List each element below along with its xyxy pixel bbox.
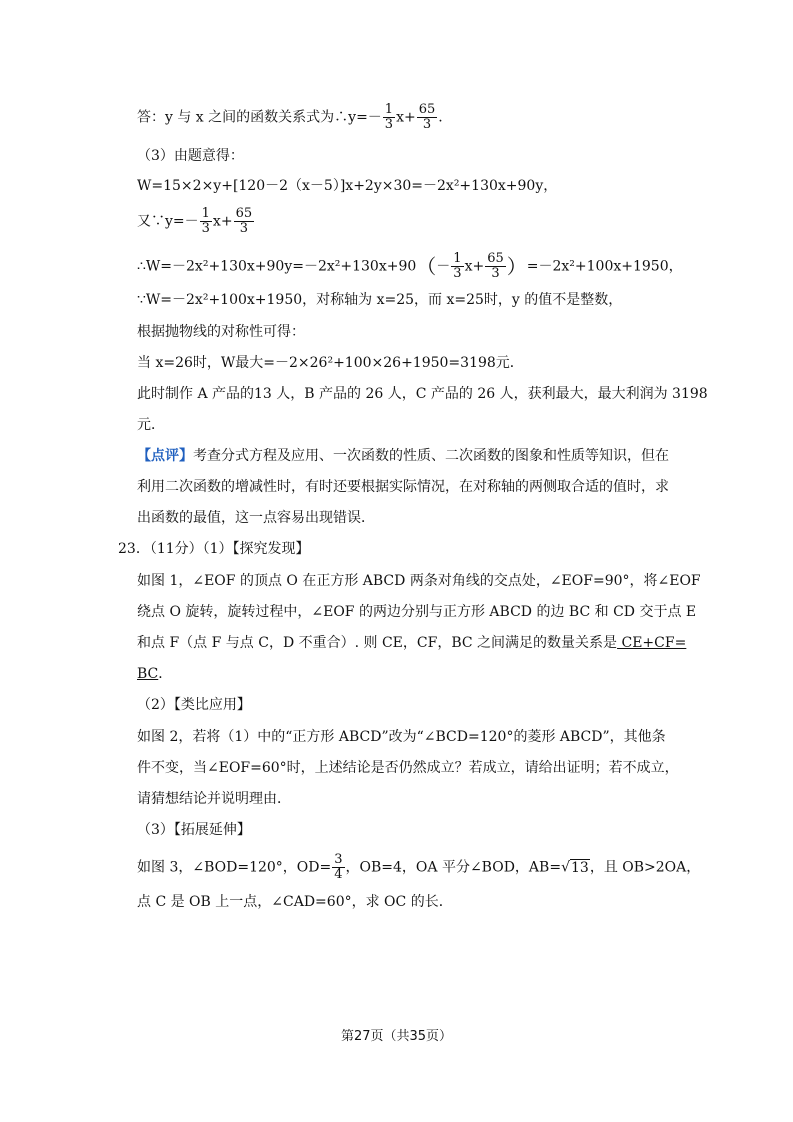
paragraph-line: 件不变，当∠EOF=60°时，上述结论是否仍然成立？若成立，请给出证明；若不成立， — [137, 760, 679, 776]
numerator: 65 — [235, 206, 253, 221]
paragraph-line: 此时制作 A 产品的13 人，B 产品的 26 人，C 产品的 26 人，获利最大，最大利润为 3198 — [137, 386, 708, 402]
text-segment: 考查分式方程及应用、一次函数的性质、二次函数的图象和性质等知识，但在 — [193, 448, 669, 464]
paragraph-line: （3）由题意得： — [137, 148, 244, 164]
numerator: 65 — [487, 251, 504, 266]
comment-tag: 【点评】 — [137, 448, 193, 464]
text-segment: 答：y 与 x 之间的函数关系式为∴y=－ — [137, 109, 382, 126]
denominator: 3 — [384, 117, 394, 132]
paragraph-line: 如图 2，若将（1）中的“正方形 ABCD”改为“∠BCD=120°的菱形 ABCD”，其他条 — [137, 729, 666, 745]
text-segment: ，且 OB>2OA， — [589, 859, 701, 876]
numerator: 65 — [418, 102, 436, 117]
text-segment: ． — [158, 666, 173, 682]
fraction — [383, 103, 395, 132]
denominator: 3 — [422, 117, 432, 132]
text-segment: x+ — [464, 258, 485, 275]
fraction — [332, 853, 344, 882]
equation-line — [137, 252, 683, 281]
fraction — [417, 103, 438, 132]
paragraph-line: 请猜想结论并说明理由． — [137, 791, 291, 807]
paren-close: ） — [506, 254, 527, 279]
numerator: 1 — [384, 102, 394, 117]
section-heading: （3）【拓展延伸】 — [137, 822, 251, 838]
text-segment: 又∵y=－ — [137, 213, 199, 230]
denominator: 3 — [201, 221, 210, 236]
paragraph-line: 出函数的最值，这一点容易出现错误． — [137, 510, 375, 526]
paragraph-line: 绕点 O 旋转，旋转过程中，∠EOF 的两边分别与正方形 ABCD 的边 BC 和 CD 交于点 E — [137, 604, 697, 620]
text-segment: . — [438, 109, 443, 126]
text-segment: － — [436, 258, 451, 275]
denominator: 3 — [453, 266, 462, 281]
denominator: 3 — [491, 266, 500, 281]
numerator: 1 — [453, 251, 462, 266]
paragraph-line — [137, 664, 172, 684]
fraction — [451, 252, 463, 281]
fraction — [200, 207, 212, 236]
paragraph-line: 利用二次函数的增减性时，有时还要根据实际情况，在对称轴的两侧取合适的值时，求 — [137, 479, 669, 495]
page-footer: 第27页（共35页） — [340, 1029, 453, 1044]
paragraph-line: 如图 1，∠EOF 的顶点 O 在正方形 ABCD 两条对角线的交点处，∠EOF=90°，将∠EOF — [137, 573, 701, 589]
denominator: 4 — [334, 867, 343, 882]
paragraph-line: 如图 3，∠BOD=120°，OD= $\frac{3}{4}$ ，OB=4，OA 平分∠BOD，AB=√13，且 OB>2OA， — [137, 852, 701, 882]
numerator: 3 — [334, 852, 343, 867]
text-segment: ∴W=－2x²+130x+90y=－2x²+130x+90 — [137, 258, 417, 275]
text-segment: x+ — [212, 213, 233, 230]
paren-open: （ — [416, 254, 437, 279]
paragraph-line: 根据抛物线的对称性可得： — [137, 324, 305, 340]
fraction — [485, 252, 506, 281]
sqrt-radicand: 13 — [571, 859, 589, 876]
answer-blank: CE+CF= — [617, 635, 687, 651]
text-segment: ，OB=4，OA 平分∠BOD，AB= — [345, 859, 562, 876]
fraction — [234, 207, 255, 236]
answer-blank: BC — [137, 666, 159, 682]
answer-line — [137, 103, 443, 132]
paragraph-line — [137, 633, 686, 653]
paragraph-line: 元． — [137, 417, 165, 433]
equation-line — [137, 207, 255, 236]
numerator: 1 — [201, 206, 210, 221]
denominator: 3 — [239, 221, 248, 236]
paragraph-line: 点 C 是 OB 上一点，∠CAD=60°，求 OC 的长． — [137, 894, 453, 910]
text-segment: 和点 F（点 F 与点 C，D 不重合）. 则 CE，CF，BC 之间满足的数量关系是 — [137, 635, 618, 651]
equation-line: W=15×2×y+[120－2（x－5）]x+2y×30=－2x²+130x+90y， — [137, 178, 558, 194]
text-segment: =－2x²+100x+1950， — [526, 258, 683, 275]
text-segment: 如图 3，∠BOD=120°，OD= — [137, 859, 332, 876]
paragraph-line: ∵W=－2x²+100x+1950，对称轴为 x=25，而 x=25时，y 的值不是整数， — [137, 292, 623, 308]
paragraph-line: 当 x=26时，W最大=－2×26²+100×26+1950=3198元． — [137, 355, 524, 371]
section-heading: （2）【类比应用】 — [137, 697, 251, 713]
question-heading: 23．（11分）（1）【探究发现】 — [118, 541, 310, 557]
text-segment: x+ — [396, 109, 416, 126]
comment-line — [137, 446, 669, 466]
